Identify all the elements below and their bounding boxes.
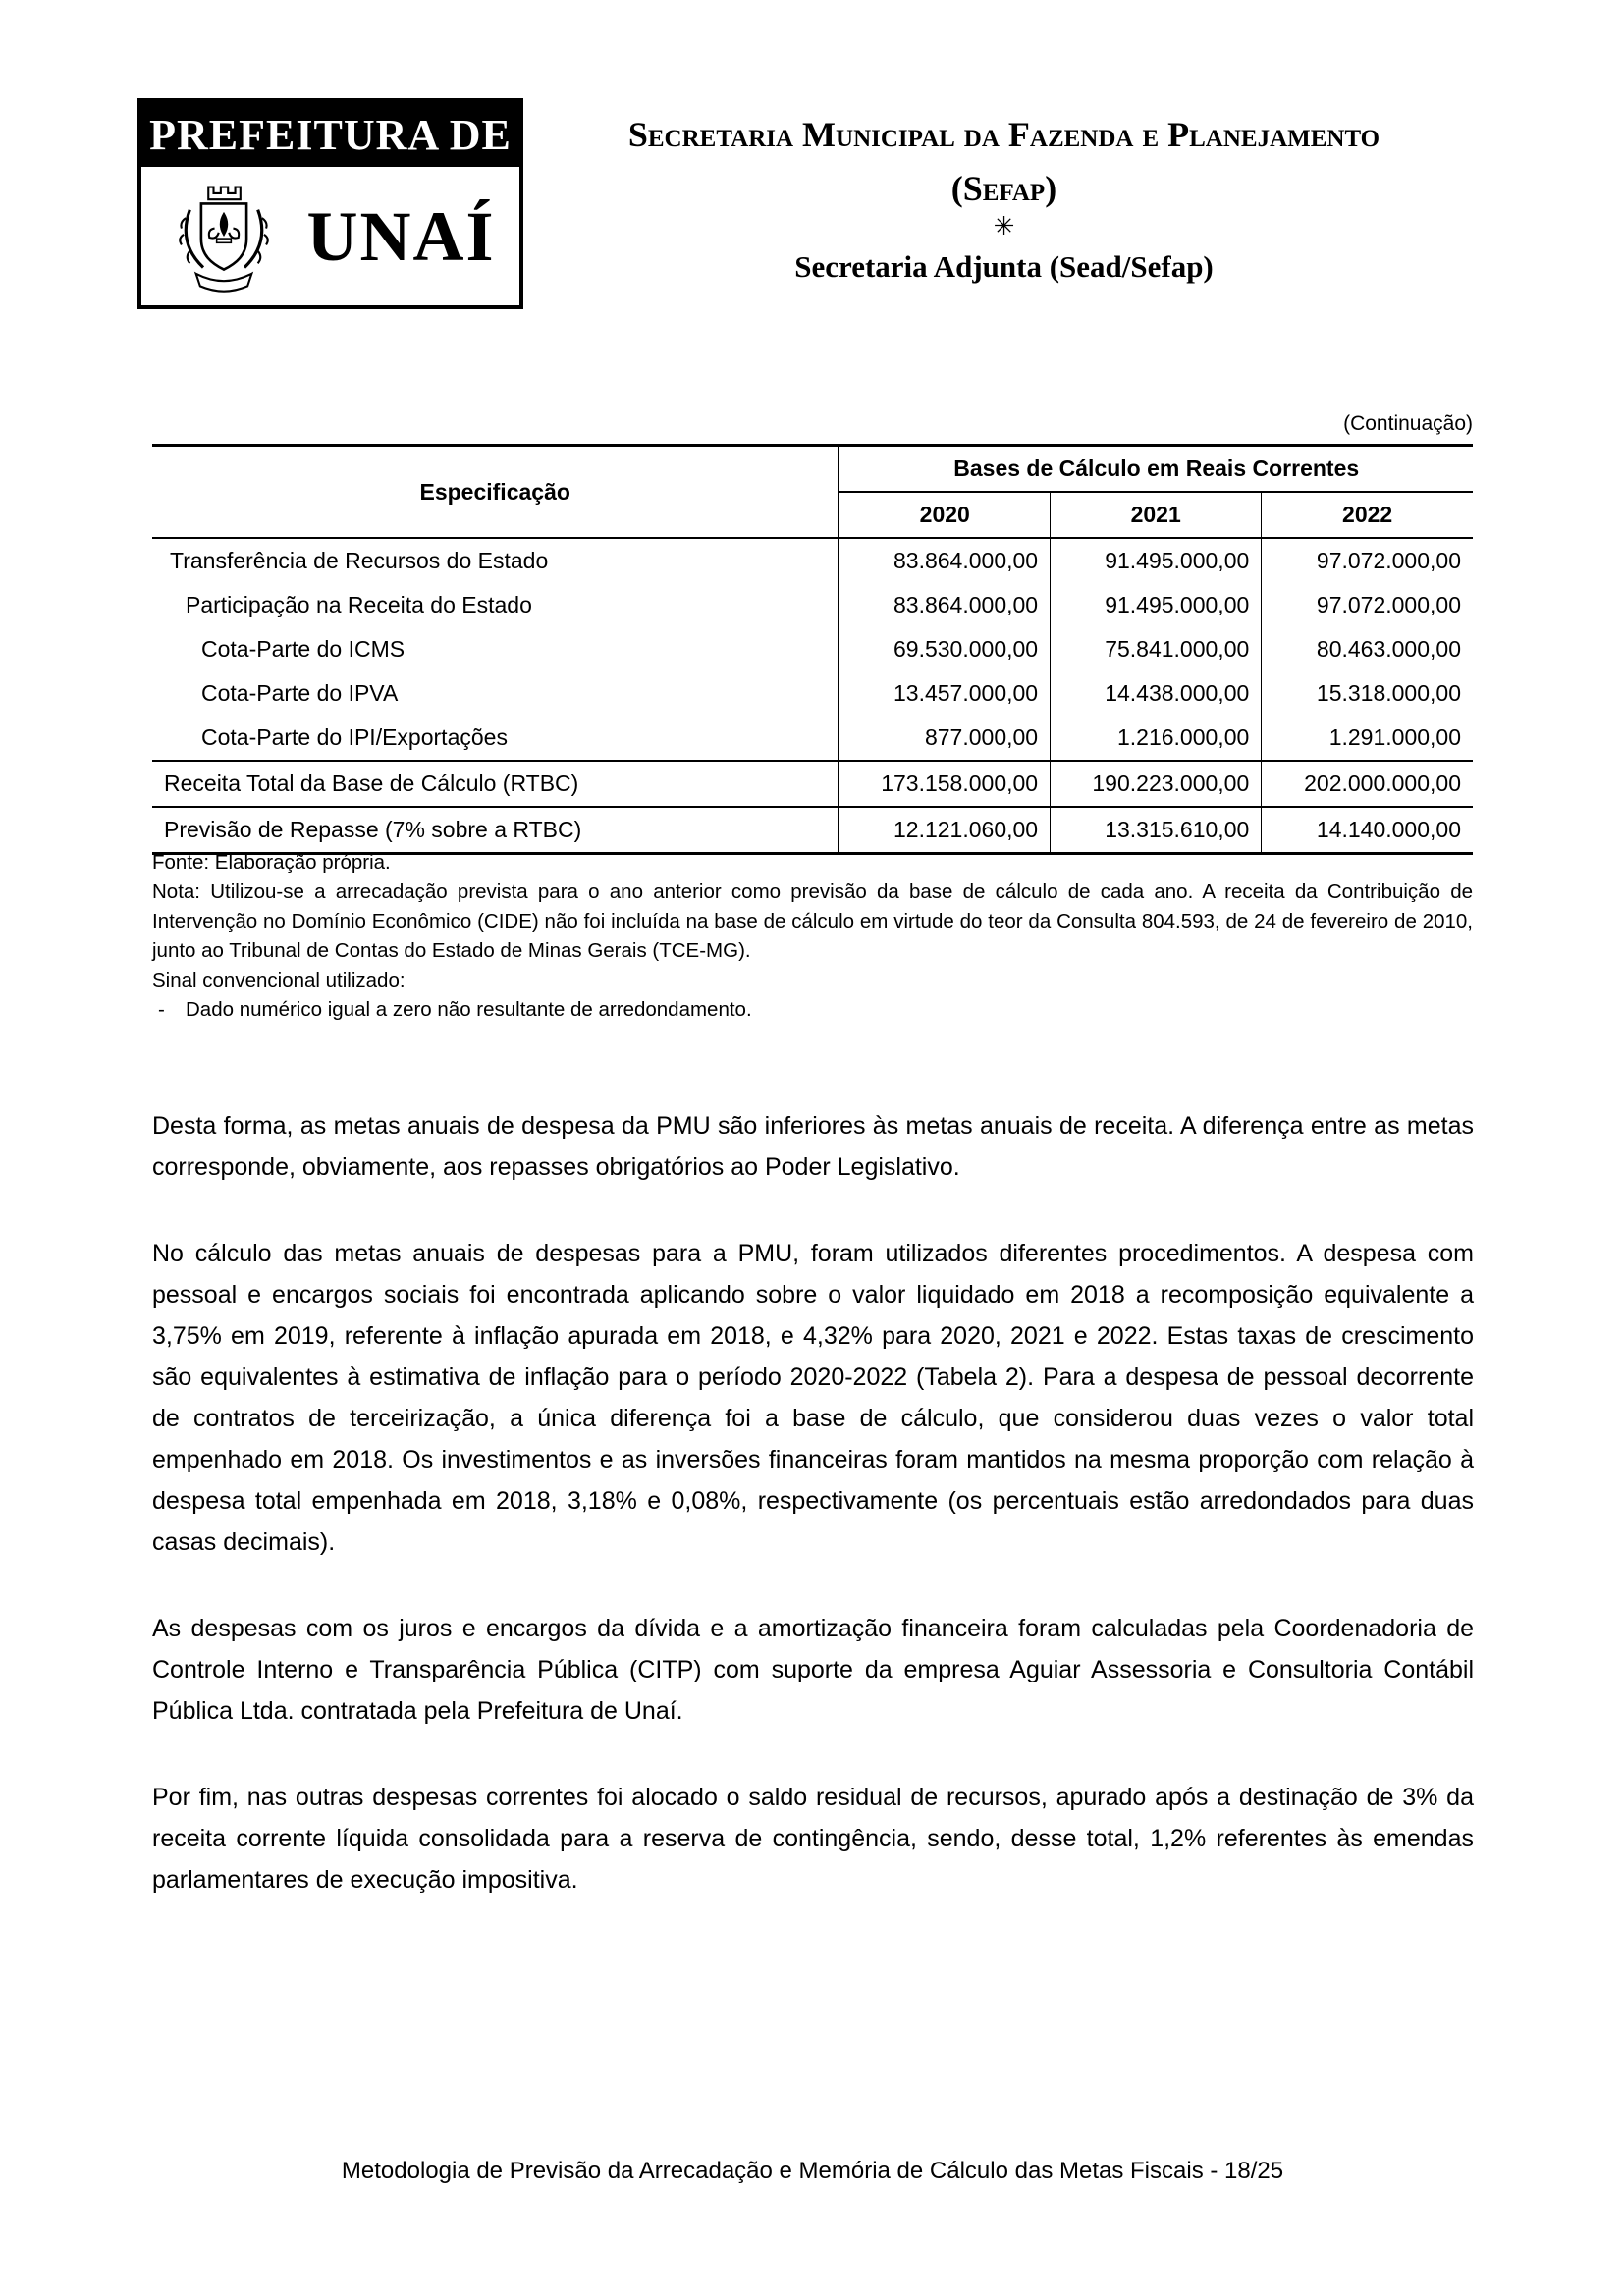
row-value-cell: 97.072.000,00 xyxy=(1262,538,1473,583)
fonte-note: Fonte: Elaboração própria. xyxy=(152,851,391,874)
row-value-cell: 202.000.000,00 xyxy=(1262,761,1473,807)
row-value-cell: 80.463.000,00 xyxy=(1262,627,1473,671)
document-header xyxy=(550,116,1458,282)
paragraph-por-fim: Por fim, nas outras despesas correntes foi alocado o saldo residual de recursos, apurado após a destinação de 3% da receita corrente líquida consolidada para a reserva de contingência, sendo, desse total, 1,2% referentes às emendas parlamentares de execução impositiva. xyxy=(152,1784,1474,1894)
row-value-cell: 1.291.000,00 xyxy=(1262,716,1473,761)
logo-city-name: UNAÍ xyxy=(306,196,496,276)
paragraph-no-calculo: No cálculo das metas anuais de despesas para a PMU, foram utilizados diferentes procedimentos. A despesa com pessoal e encargos sociais foi encontrada aplicando sobre o valor liquidado em 2018 a recomposição equivalente a 3,75% em 2019, referente à inflação apurada em 2018, e 4,32% para 2020, 2021 e 2022. Estas taxas de crescimento são equivalentes à estimativa de inflação para o período 2020-2022 (Tabela 2). Para a despesa de pessoal decorrente de contratos de terceirização, a única diferença foi a base de cálculo, que considerou duas vezes o valor total empenhado em 2018. Os investimentos e as inversões financeiras foram mantidos na mesma proporção com relação à despesa total empenhada em 2018, 3,18% e 0,08%, respectivamente (os percentuais estão arredondados para duas casas decimais). xyxy=(152,1240,1474,1556)
paragraph-as-despesas: As despesas com os juros e encargos da dívida e a amortização financeira foram calculadas pela Coordenadoria de Controle Interno e Transparência Pública (CITP) com suporte da empresa Aguiar Assessoria e Consultoria Contábil Pública Ltda. contratada pela Prefeitura de Unaí. xyxy=(152,1615,1474,1725)
coat-of-arms-icon xyxy=(155,175,293,298)
row-label-cell: Receita Total da Base de Cálculo (RTBC) xyxy=(152,761,839,807)
col-header-2022: 2022 xyxy=(1262,492,1473,538)
star-separator-icon: ✳ xyxy=(993,211,1015,241)
sinal-convencional-item xyxy=(152,995,1473,1025)
row-label-cell: Cota-Parte do ICMS xyxy=(201,636,406,662)
nota-note: Nota: Utilizou-se a arrecadação prevista para o ano anterior como previsão da base de cálculo de cada ano. A receita da Contribuição de Intervenção no Domínio Econômico (CIDE) não foi incluída na base de cálculo em virtude do teor da Consulta 804.593, de 24 de fevereiro de 2010, junto ao Tribunal de Contas do Estado de Minas Gerais (TCE-MG). xyxy=(152,881,1473,962)
row-value-cell: 91.495.000,00 xyxy=(1051,538,1262,583)
row-value-cell: 69.530.000,00 xyxy=(839,627,1050,671)
row-label-cell: Cota-Parte do IPI/Exportações xyxy=(201,724,508,750)
row-value-cell: 1.216.000,00 xyxy=(1051,716,1262,761)
logo-top-text: PREFEITURA DE xyxy=(141,102,519,167)
dash-bullet: - xyxy=(158,998,165,1021)
row-value-cell: 877.000,00 xyxy=(839,716,1050,761)
col-header-2020: 2020 xyxy=(839,492,1050,538)
row-value-cell: 12.121.060,00 xyxy=(839,807,1050,854)
table-row xyxy=(152,716,1473,761)
row-label-cell: Participação na Receita do Estado xyxy=(186,592,532,617)
row-value-cell: 97.072.000,00 xyxy=(1262,583,1473,627)
sinal-convencional-title: Sinal convencional utilizado: xyxy=(152,969,406,991)
row-value-cell: 83.864.000,00 xyxy=(839,583,1050,627)
table-row-total xyxy=(152,761,1473,807)
bases-de-calculo-table xyxy=(152,444,1473,855)
table-row-repasse xyxy=(152,807,1473,854)
col-header-bases-group: Bases de Cálculo em Reais Correntes xyxy=(839,446,1473,493)
table-header-row-group xyxy=(152,446,1473,493)
row-value-cell: 173.158.000,00 xyxy=(839,761,1050,807)
logo-bottom xyxy=(141,167,519,305)
secretaria-acronym: (Sefap) xyxy=(950,168,1057,208)
row-label-cell: Transferência de Recursos do Estado xyxy=(170,548,549,573)
table-row xyxy=(152,538,1473,583)
paragraph-desta-forma: Desta forma, as metas anuais de despesa da PMU são inferiores às metas anuais de receita. A diferença entre as metas corresponde, obviamente, aos repasses obrigatórios ao Poder Legislativo. xyxy=(152,1112,1474,1181)
row-value-cell: 91.495.000,00 xyxy=(1051,583,1262,627)
body-text xyxy=(152,1105,1474,1946)
secretaria-adjunta-subtitle: Secretaria Adjunta (Sead/Sefap) xyxy=(794,248,1214,284)
row-value-cell: 13.315.610,00 xyxy=(1051,807,1262,854)
table-notes xyxy=(152,848,1473,1025)
row-value-cell: 13.457.000,00 xyxy=(839,671,1050,716)
table-row xyxy=(152,627,1473,671)
row-value-cell: 15.318.000,00 xyxy=(1262,671,1473,716)
row-value-cell: 14.140.000,00 xyxy=(1262,807,1473,854)
row-label-cell: Cota-Parte do IPVA xyxy=(201,680,399,706)
table-row xyxy=(152,583,1473,627)
row-label-cell: Previsão de Repasse (7% sobre a RTBC) xyxy=(152,807,839,854)
col-header-2021: 2021 xyxy=(1051,492,1262,538)
sinal-convencional-text: Dado numérico igual a zero não resultante de arredondamento. xyxy=(186,998,752,1021)
row-value-cell: 190.223.000,00 xyxy=(1051,761,1262,807)
page-footer: Metodologia de Previsão da Arrecadação e Memória de Cálculo das Metas Fiscais - 18/25 xyxy=(341,2158,1284,2184)
table-row xyxy=(152,671,1473,716)
row-value-cell: 83.864.000,00 xyxy=(839,538,1050,583)
col-header-especificacao: Especificação xyxy=(152,446,839,539)
secretaria-title: Secretaria Municipal da Fazenda e Planejamento xyxy=(627,115,1380,154)
continuation-label: (Continuação) xyxy=(1343,412,1473,435)
prefeitura-logo xyxy=(137,98,523,309)
row-value-cell: 14.438.000,00 xyxy=(1051,671,1262,716)
row-value-cell: 75.841.000,00 xyxy=(1051,627,1262,671)
